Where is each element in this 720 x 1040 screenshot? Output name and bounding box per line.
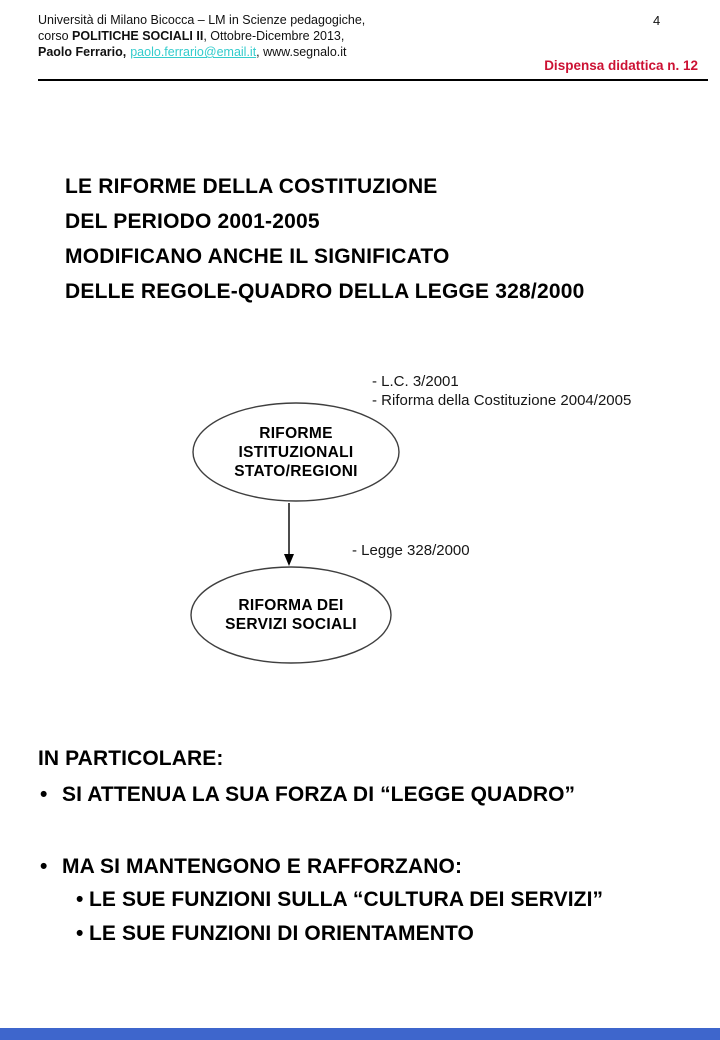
- annotation-line: - L.C. 3/2001: [372, 373, 459, 390]
- title-line: DEL PERIODO 2001-2005: [65, 210, 320, 233]
- top-ellipse-label: [193, 424, 399, 481]
- section-heading: IN PARTICOLARE:: [38, 747, 224, 770]
- header-line-author: Paolo Ferrario, paolo.ferrario@email.it, www.segnalo.it: [38, 45, 347, 59]
- author-name: Paolo Ferrario,: [38, 45, 127, 59]
- annotation-law-328: - Legge 328/2000: [352, 542, 470, 559]
- ellipse-label-line: RIFORMA DEI: [238, 597, 344, 614]
- bullet-icon: •: [40, 855, 48, 878]
- ellipse-label-line: RIFORME: [259, 425, 333, 442]
- ellipse-label-line: ISTITUZIONALI: [238, 444, 354, 461]
- bullet-text: LE SUE FUNZIONI DI ORIENTAMENTO: [89, 922, 474, 945]
- ellipse-label-line: STATO/REGIONI: [234, 463, 358, 480]
- page-title: [65, 169, 585, 309]
- bullet-icon: •: [76, 888, 84, 911]
- header-line-course: corso POLITICHE SOCIALI II, Ottobre-Dicembre 2013,: [38, 29, 345, 43]
- footer-accent-bar: [0, 1028, 720, 1040]
- bullet-text: LE SUE FUNZIONI SULLA “CULTURA DEI SERVIZI”: [89, 888, 604, 911]
- ellipse-label-line: SERVIZI SOCIALI: [225, 616, 357, 633]
- bullet-text: MA SI MANTENGONO E RAFFORZANO:: [62, 855, 463, 878]
- annotation-line: - Riforma della Costituzione 2004/2005: [372, 392, 632, 409]
- course-name: POLITICHE SOCIALI II: [72, 29, 204, 43]
- title-line: DELLE REGOLE-QUADRO DELLA LEGGE 328/2000: [65, 280, 585, 303]
- title-line: LE RIFORME DELLA COSTITUZIONE: [65, 175, 438, 198]
- reform-flow-diagram: [0, 365, 720, 685]
- bullet-icon: •: [40, 783, 48, 806]
- email-link[interactable]: paolo.ferrario@email.it: [130, 45, 257, 59]
- title-line: MODIFICANO ANCHE IL SIGNIFICATO: [65, 245, 450, 268]
- bullet-text: SI ATTENUA LA SUA FORZA DI “LEGGE QUADRO”: [62, 783, 576, 806]
- bottom-ellipse-label: [188, 596, 394, 634]
- arrow-head: [284, 554, 294, 566]
- annotation-constitution-reforms: [372, 372, 631, 410]
- header-course-info: [38, 12, 365, 60]
- page-number: 4: [653, 13, 661, 28]
- header-divider: [38, 79, 708, 81]
- diagram-shapes: [0, 365, 720, 685]
- bullet-icon: •: [76, 922, 84, 945]
- edition-label: Dispensa didattica n. 12: [544, 58, 698, 73]
- header-line-university: Università di Milano Bicocca – LM in Scienze pedagogiche,: [38, 13, 366, 27]
